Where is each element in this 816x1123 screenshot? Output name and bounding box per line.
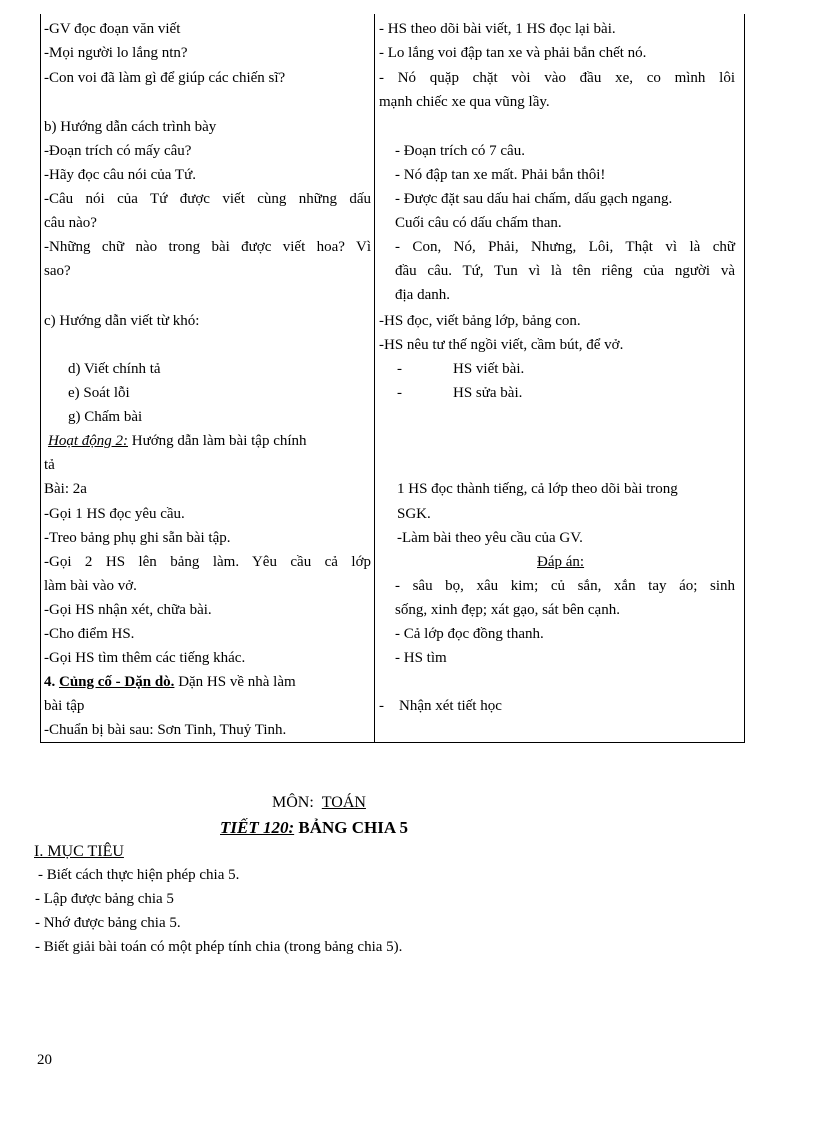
table-line: -GV đọc đoạn văn viết [44, 21, 181, 37]
table-line: địa danh. [395, 287, 450, 303]
table-line: - Đoạn trích có 7 câu. [395, 143, 525, 159]
table-line: tả [44, 457, 55, 473]
table-line: - Nó quặp chặt vòi vào đầu xe, co mình lôi [379, 70, 735, 86]
table-line: -Mọi người lo lắng ntn? [44, 45, 188, 61]
objective-item: - Nhớ được bảng chia 5. [35, 915, 181, 931]
activity-2-heading: Hoạt động 2: Hướng dẫn làm bài tập chính [48, 433, 307, 449]
subject-line [272, 794, 366, 812]
table-line: -Con voi đã làm gì để giúp các chiến sĩ? [44, 70, 286, 86]
period-title: BẢNG CHIA 5 [298, 818, 408, 837]
table-line: - Con, Nó, Phải, Nhưng, Lôi, Thật vì là chữ [395, 239, 735, 255]
table-line: -Gọi 2 HS lên bảng làm. Yêu cầu cả lớp [44, 554, 371, 570]
activity-2-label: Hoạt động 2: [48, 433, 128, 449]
table-line: -HS nêu tư thế ngồi viết, cầm bút, để vở. [379, 337, 624, 353]
table-line: -Hãy đọc câu nói của Tứ. [44, 167, 196, 183]
table-line: Bài: 2a [44, 481, 87, 497]
table-line: Cuối câu có dấu chấm than. [395, 215, 562, 231]
table-line: e) Soát lỗi [68, 385, 130, 401]
table-line: sao? [44, 263, 71, 279]
table-line: - Cả lớp đọc đồng thanh. [395, 626, 544, 642]
table-line: HS sửa bài. [453, 385, 523, 401]
objective-item: - Biết cách thực hiện phép chia 5. [38, 867, 240, 883]
section-4-label: Củng cố - Dặn dò. [59, 674, 175, 690]
table-line: - HS tìm [395, 650, 447, 666]
table-line: - HS theo dõi bài viết, 1 HS đọc lại bài. [379, 21, 616, 37]
table-line: - Lo lắng voi đập tan xe và phải bắn chết nó. [379, 45, 647, 61]
list-dash: - [379, 698, 384, 714]
table-line: Nhận xét tiết học [399, 698, 502, 714]
list-dash: - [397, 361, 402, 377]
table-line: -HS đọc, viết bảng lớp, bảng con. [379, 313, 581, 329]
column-divider [374, 14, 375, 742]
table-line: -Đoạn trích có mấy câu? [44, 143, 192, 159]
subject-name: TOÁN [321, 794, 366, 811]
table-line: g) Chấm bài [68, 409, 143, 425]
table-line: -Cho điểm HS. [44, 626, 135, 642]
table-line: làm bài vào vở. [44, 578, 137, 594]
table-line: HS viết bài. [453, 361, 525, 377]
table-line: -Treo bảng phụ ghi sẵn bài tập. [44, 530, 231, 546]
table-line: sống, xinh đẹp; xát gạo, sát bên cạnh. [395, 602, 620, 618]
table-line: c) Hướng dẫn viết từ khó: [44, 313, 200, 329]
table-line: d) Viết chính tả [68, 361, 161, 377]
lesson-title [220, 818, 408, 838]
table-line: -Gọi HS nhận xét, chữa bài. [44, 602, 212, 618]
subject-label: MÔN: [272, 794, 314, 811]
table-line: 1 HS đọc thành tiếng, cả lớp theo dõi bài trong [397, 481, 678, 497]
period-label: TIẾT 120: [220, 818, 295, 837]
table-line: -Gọi 1 HS đọc yêu cầu. [44, 506, 185, 522]
objectives-heading: I. MỤC TIÊU [34, 843, 124, 860]
table-line: SGK. [397, 506, 431, 522]
table-line: câu nào? [44, 215, 97, 231]
table-line: - Nó đập tan xe mất. Phải bắn thôi! [395, 167, 606, 183]
table-line: -Gọi HS tìm thêm các tiếng khác. [44, 650, 246, 666]
table-line: -Chuẩn bị bài sau: Sơn Tinh, Thuỷ Tinh. [44, 722, 287, 738]
objective-item: - Biết giải bài toán có một phép tính chia (trong bảng chia 5). [35, 939, 403, 955]
table-line: -Làm bài theo yêu cầu của GV. [397, 530, 583, 546]
table-line: mạnh chiếc xe qua vũng lầy. [379, 94, 550, 110]
page-number: 20 [37, 1052, 52, 1068]
table-line: b) Hướng dẫn cách trình bày [44, 119, 217, 135]
objective-item: - Lập được bảng chia 5 [35, 891, 174, 907]
answer-heading: Đáp án: [537, 554, 585, 570]
section-4-heading: 4. Củng cố - Dặn dò. Dặn HS về nhà làm [44, 674, 296, 690]
table-line: -Những chữ nào trong bài được viết hoa? Vì [44, 239, 371, 255]
table-line: đầu câu. Tứ, Tun vì là tên riêng của người và [395, 263, 735, 279]
table-line: - sâu bọ, xâu kim; củ sắn, xắn tay áo; sinh [395, 578, 735, 594]
lesson-table [40, 14, 745, 743]
table-line: bài tập [44, 698, 85, 714]
table-line: -Câu nói của Tứ được viết cùng những dấu [44, 191, 371, 207]
list-dash: - [397, 385, 402, 401]
table-line: - Được đặt sau dấu hai chấm, dấu gạch ngang. [395, 191, 673, 207]
